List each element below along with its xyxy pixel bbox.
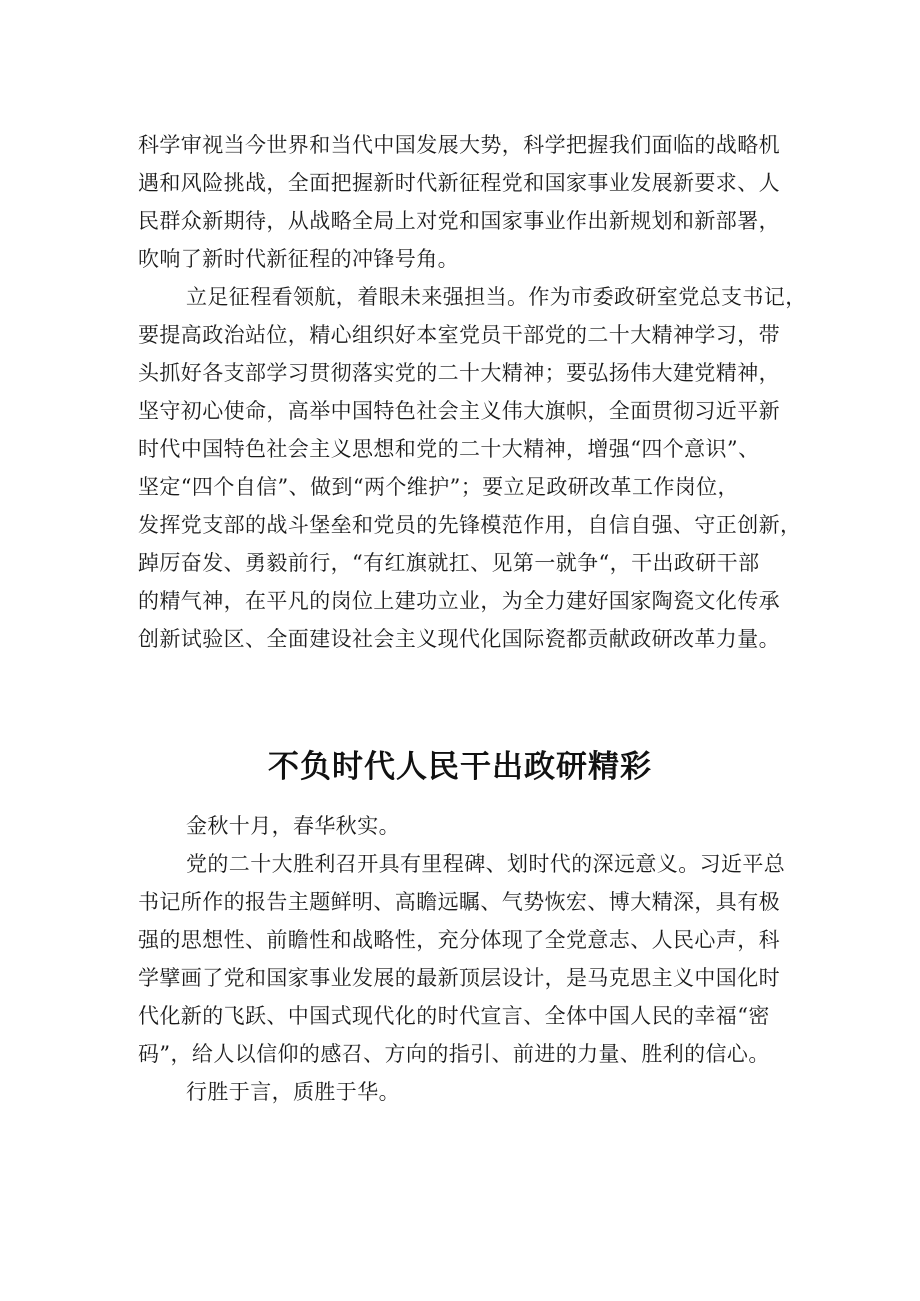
section-one-body bbox=[138, 126, 807, 658]
text-line: 立足征程看领航，着眼未来强担当。作为市委政研室党总支书记， bbox=[186, 285, 807, 309]
text-line: 要提高政治站位，精心组织好本室党员干部党的二十大精神学习，带 bbox=[138, 323, 780, 347]
text-line: 党的二十大胜利召开具有里程碑、划时代的深远意义。习近平总 bbox=[186, 852, 786, 876]
text-line: 科学审视当今世界和当代中国发展大势，科学把握我们面临的战略机 bbox=[138, 133, 780, 157]
text-line: 强的思想性、前瞻性和战略性，充分体现了全党意志、人民心声，科 bbox=[138, 928, 780, 952]
text-line: 民群众新期待，从战略全局上对党和国家事业作出新规划和新部署， bbox=[138, 209, 780, 233]
text-line: 坚守初心使命，高举中国特色社会主义伟大旗帜，全面贯彻习近平新 bbox=[138, 399, 780, 423]
text-line: 代化新的飞跃、中国式现代化的时代宣言、全体中国人民的幸福“密 bbox=[138, 1004, 770, 1028]
section-title: 不负时代人民干出政研精彩 bbox=[268, 748, 652, 785]
text-line: 行胜于言，质胜于华。 bbox=[186, 1080, 400, 1104]
text-line: 的精气神，在平凡的岗位上建功立业，为全力建好国家陶瓷文化传承 bbox=[138, 589, 780, 613]
section-two-body bbox=[138, 807, 798, 1111]
text-line: 吹响了新时代新征程的冲锋号角。 bbox=[138, 247, 459, 271]
text-line: 遇和风险挑战，全面把握新时代新征程党和国家事业发展新要求、人 bbox=[138, 171, 780, 195]
text-line: 头抓好各支部学习贯彻落实党的二十大精神；要弘扬伟大建党精神， bbox=[138, 361, 780, 385]
text-line: 创新试验区、全面建设社会主义现代化国际瓷都贡献政研改革力量。 bbox=[138, 627, 780, 651]
text-line: 学擘画了党和国家事业发展的最新顶层设计，是马克思主义中国化时 bbox=[138, 966, 780, 990]
text-line: 书记所作的报告主题鲜明、高瞻远瞩、气势恢宏、博大精深，具有极 bbox=[138, 890, 780, 914]
text-line: 发挥党支部的战斗堡垒和党员的先锋模范作用，自信自强、守正创新， bbox=[138, 513, 802, 537]
text-line: 踔厉奋发、勇毅前行，“有红旗就扛、见第一就争“，干出政研干部 bbox=[138, 551, 760, 575]
text-line: 坚定“四个自信”、做到“两个维护”；要立足政研改革工作岗位， bbox=[138, 475, 739, 499]
text-line: 时代中国特色社会主义思想和党的二十大精神，增强“四个意识”、 bbox=[138, 437, 760, 461]
text-line: 金秋十月，春华秋实。 bbox=[186, 814, 400, 838]
text-line: 码”，给人以信仰的感召、方向的指引、前进的力量、胜利的信心。 bbox=[138, 1042, 770, 1066]
